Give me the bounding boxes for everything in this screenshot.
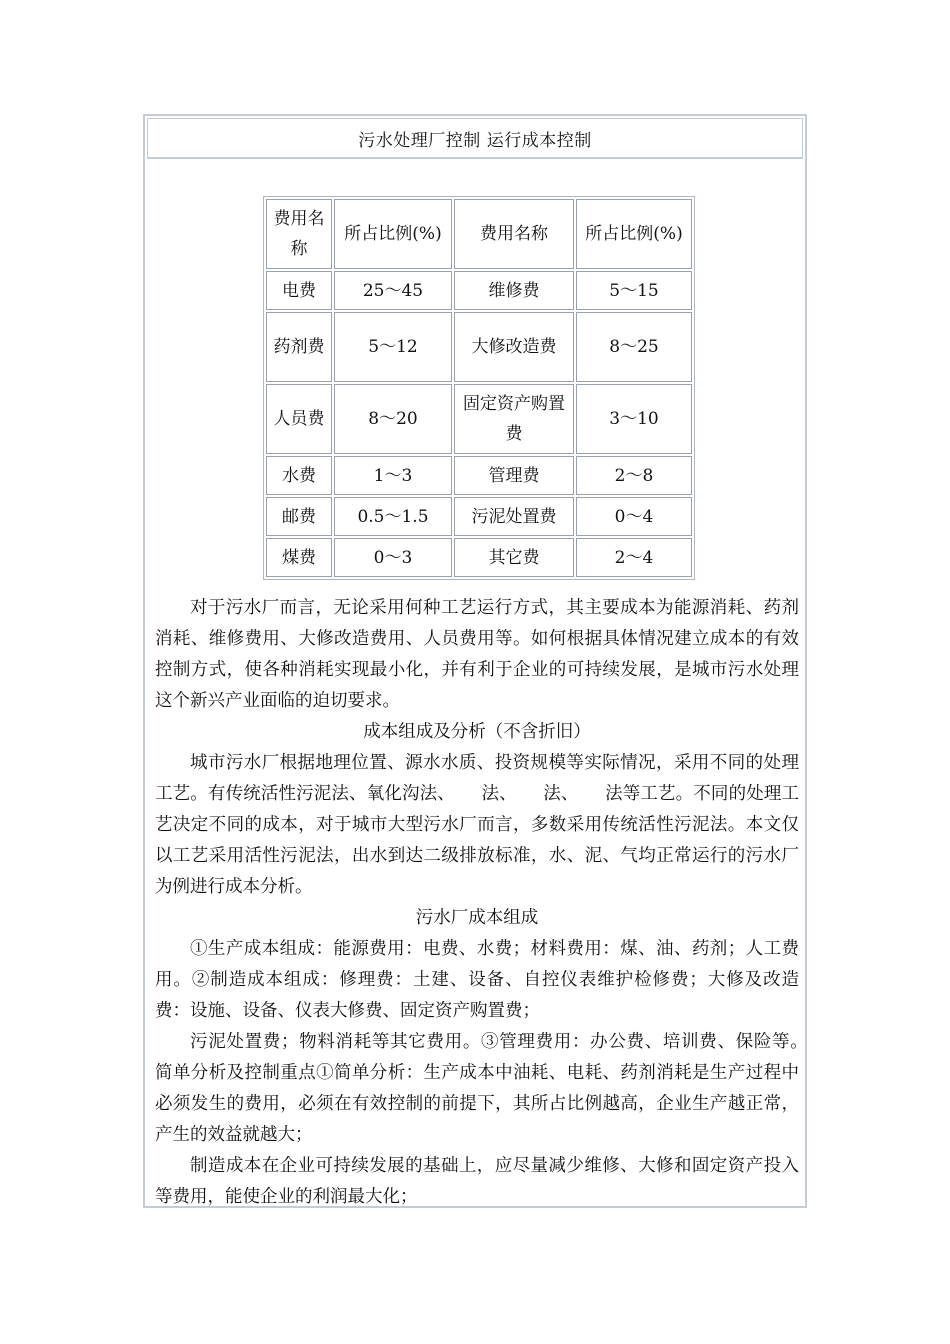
table-cell: 2～8 [576, 456, 692, 495]
table-cell: 5～15 [576, 271, 692, 310]
table-cell: 煤费 [266, 538, 332, 577]
table-cell: 2～4 [576, 538, 692, 577]
document-title: 污水处理厂控制 运行成本控制 [147, 118, 803, 158]
table-cell: 固定资产购置费 [454, 384, 574, 454]
table-cell: 水费 [266, 456, 332, 495]
article-body [155, 593, 817, 1213]
table-row [266, 456, 692, 495]
paragraph: 制造成本在企业可持续发展的基础上，应尽量减少维修、大修和固定资产投入等费用，能使企业的利润最大化； [155, 1156, 799, 1207]
table-row [266, 271, 692, 310]
table-row [266, 312, 692, 382]
table-cell: 人员费 [266, 384, 332, 454]
table-cell: 大修改造费 [454, 312, 574, 382]
paragraph: 对于污水厂而言，无论采用何种工艺运行方式，其主要成本为能源消耗、药剂消耗、维修费用、大修改造费用、人员费用等。如何根据具体情况建立成本的有效控制方式，使各种消耗实现最小化，并有利于企业的可持续发展，是城市污水处理这个新兴产业面临的迫切要求。 [155, 598, 799, 711]
table-cell: 维修费 [454, 271, 574, 310]
table-header-row [266, 199, 692, 269]
table-cell: 8～20 [334, 384, 452, 454]
table-cell: 电费 [266, 271, 332, 310]
section-heading: 污水厂成本组成 [415, 908, 539, 928]
table-cell: 8～25 [576, 312, 692, 382]
table-cell: 管理费 [454, 456, 574, 495]
table-cell: 5～12 [334, 312, 452, 382]
document-frame [143, 114, 817, 1208]
table-cell: 1～3 [334, 456, 452, 495]
table-cell: 25～45 [334, 271, 452, 310]
cost-ratio-table [263, 196, 695, 580]
table-cell: 邮费 [266, 497, 332, 536]
table-row [266, 497, 692, 536]
paragraph: 污泥处置费；物料消耗等其它费用。③管理费用：办公费、培训费、保险等。 简单分析及控制重点①简单分析：生产成本中油耗、电耗、药剂消耗是生产过程中必须发生的费用，必须在有效控制的前提下，其所占比例越高，企业生产越正常，产生的效益就越大； [155, 1032, 817, 1145]
table-row [266, 384, 692, 454]
paragraph: ①生产成本组成：能源费用：电费、水费；材料费用：煤、油、药剂；人工费用。②制造成本组成：修理费：土建、设备、自控仪表维护检修费；大修及改造费：设施、设备、仪表大修费、固定资产购置费； [155, 939, 799, 1021]
table-cell: 0～4 [576, 497, 692, 536]
title-divider [147, 158, 803, 159]
table-cell: 3～10 [576, 384, 692, 454]
table-cell: 药剂费 [266, 312, 332, 382]
header-cell: 费用名称 [266, 199, 332, 269]
table-cell: 其它费 [454, 538, 574, 577]
table-cell: 污泥处置费 [454, 497, 574, 536]
table-row [266, 538, 692, 577]
table-cell: 0～3 [334, 538, 452, 577]
table-cell: 0.5～1.5 [334, 497, 452, 536]
header-cell: 所占比例(%) [334, 199, 452, 269]
paragraph: 城市污水厂根据地理位置、源水水质、投资规模等实际情况，采用不同的处理工艺。有传统活性污泥法、氧化沟法、 法、 法、 法等工艺。不同的处理工艺决定不同的成本，对于城市大型污水厂而言，多数采用传统活性污泥法。本文仅以工艺采用活性污泥法，出水到达二级排放标准，水、泥、气均正常运行的污水厂为例进行成本分析。 [155, 753, 799, 897]
header-cell: 费用名称 [454, 199, 574, 269]
section-heading: 成本组成及分析（不含折旧） [363, 722, 591, 742]
header-cell: 所占比例(%) [576, 199, 692, 269]
